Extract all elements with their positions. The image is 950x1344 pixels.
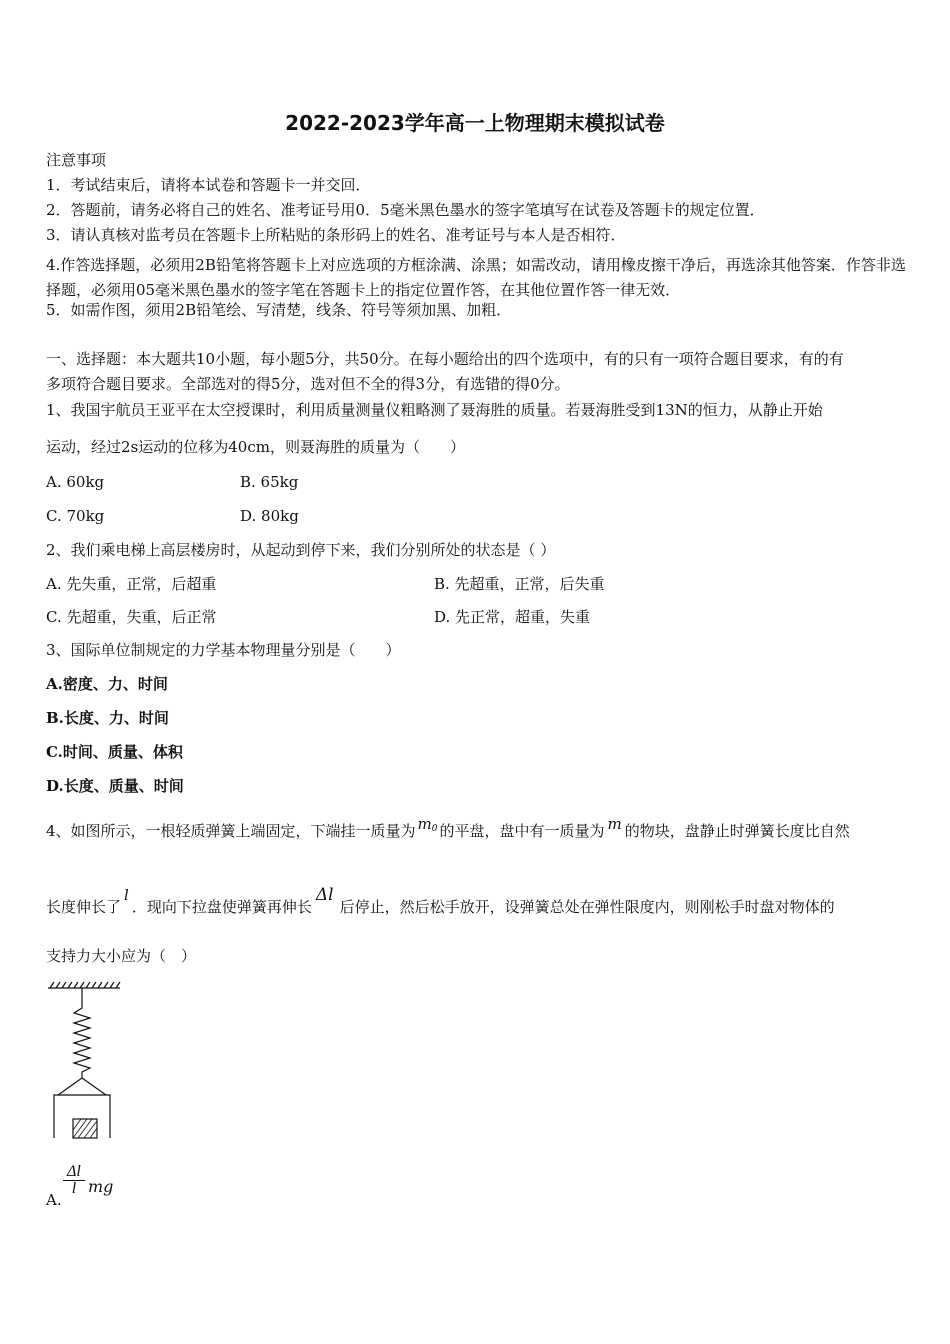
ceiling-hatch [98, 982, 102, 988]
block-hatch [73, 1119, 97, 1138]
pan-hanger [58, 1078, 106, 1095]
ceiling-hatch [56, 982, 60, 988]
q4-stem-line1 [46, 815, 850, 841]
q1-option-a: A. 60kg [46, 473, 105, 491]
q1-option-c: C. 70kg [46, 507, 105, 525]
notice-item-1: 1．考试结束后，请将本试卷和答题卡一并交回． [46, 176, 371, 194]
page-title: 2022-2023学年高一上物理期末模拟试卷 [285, 111, 665, 135]
q3-stem: 3、国际单位制规定的力学基本物理量分别是（ ） [46, 641, 401, 659]
q4-m0 [416, 815, 440, 833]
pan [54, 1095, 110, 1138]
q2-stem: 2、我们乘电梯上高层楼房时，从起动到停下来，我们分别所处的状态是（ ） [46, 541, 556, 559]
ceiling-hatch [80, 982, 84, 988]
q2-option-d: D. 先正常，超重，失重 [434, 608, 591, 626]
spring [74, 988, 90, 1078]
q4-text: 后停止，然后松手放开，设弹簧总处在弹性限度内，则刚松手时盘对物体的 [339, 898, 835, 916]
notice-item-4: 4.作答选择题，必须用2B铅笔将答题卡上对应选项的方框涂满、涂黑；如需改动，请用橡皮擦干净后，再选涂其他答案．作答非选择题，必须用05毫米黑色墨水的签字笔在答题卡上的指定位置作答，在其他位置作答一律无效． [46, 256, 906, 299]
q4-text: 的物块，盘静止时弹簧长度比自然 [624, 822, 850, 840]
section-intro-line1: 一、选择题：本大题共10小题，每小题5分，共50分。在每小题给出的四个选项中，有的只有一项符合题目要求，有的有 [46, 350, 844, 368]
ceiling-hatch [74, 982, 78, 988]
q4-option-a-mg: mg [88, 1177, 114, 1196]
fraction-numerator: Δl [67, 1163, 81, 1180]
ceiling-hatch [92, 982, 96, 988]
ceiling-hatch [86, 982, 90, 988]
q4-option-a-fraction [63, 1164, 85, 1197]
q4-text: 长度伸长了 [46, 898, 122, 916]
ceiling-hatch [62, 982, 66, 988]
notice-item-5: 5．如需作图，须用2B铅笔绘、写清楚，线条、符号等须加黑、加粗． [46, 301, 512, 319]
q4-text: ．现向下拉盘使弹簧再伸长 [131, 898, 312, 916]
q4-stem-line3: 支持力大小应为（ ） [46, 947, 197, 965]
ceiling-hatch [68, 982, 72, 988]
q1-stem-line2: 运动，经过2s运动的位移为40cm，则聂海胜的质量为（ ） [46, 438, 465, 456]
section-intro-line2: 多项符合题目要求。全部选对的得5分，选对但不全的得3分，有选错的得0分。 [46, 375, 570, 393]
q4-m0-base: m [417, 815, 432, 833]
q4-stem-line2 [46, 885, 835, 916]
ceiling-hatch [104, 982, 108, 988]
q1-option-d: D. 80kg [240, 507, 299, 525]
spring-diagram [44, 980, 124, 1142]
q4-text: 的平盘，盘中有一质量为 [439, 822, 605, 840]
q4-l: l [124, 886, 129, 904]
ceiling-hatch [50, 982, 54, 988]
q2-option-b: B. 先超重，正常，后失重 [434, 575, 605, 593]
ceiling-hatch [110, 982, 114, 988]
notice-item-2: 2．答题前，请务必将自己的姓名、准考证号用0．5毫米黑色墨水的签字笔填写在试卷及答题卡的规定位置． [46, 201, 765, 219]
q3-option-b: B.长度、力、时间 [46, 709, 169, 727]
fraction-denominator: l [71, 1180, 77, 1197]
q4-m: m [607, 815, 622, 833]
q3-option-a: A.密度、力、时间 [46, 675, 168, 693]
q4-delta-l: Δl [315, 885, 334, 905]
q3-option-c: C.时间、质量、体积 [46, 743, 183, 761]
notice-heading: 注意事项 [46, 151, 107, 169]
notice-item-3: 3．请认真核对监考员在答题卡上所粘贴的条形码上的姓名、准考证号与本人是否相符． [46, 226, 626, 244]
q3-option-d: D.长度、质量、时间 [46, 777, 184, 795]
q4-m0-sub: 0 [431, 824, 438, 834]
ceiling-hatch [116, 982, 120, 988]
q2-option-a: A. 先失重，正常，后超重 [46, 575, 217, 593]
q4-text: 4、如图所示，一根轻质弹簧上端固定，下端挂一质量为 [46, 822, 416, 840]
q1-stem-line1: 1、我国宇航员王亚平在太空授课时，利用质量测量仪粗略测了聂海胜的质量。若聂海胜受到13N的恒力，从静止开始 [46, 401, 823, 419]
q1-option-b: B. 65kg [240, 473, 299, 491]
q4-option-a-label: A. [46, 1191, 62, 1209]
q2-option-c: C. 先超重，失重，后正常 [46, 608, 217, 626]
